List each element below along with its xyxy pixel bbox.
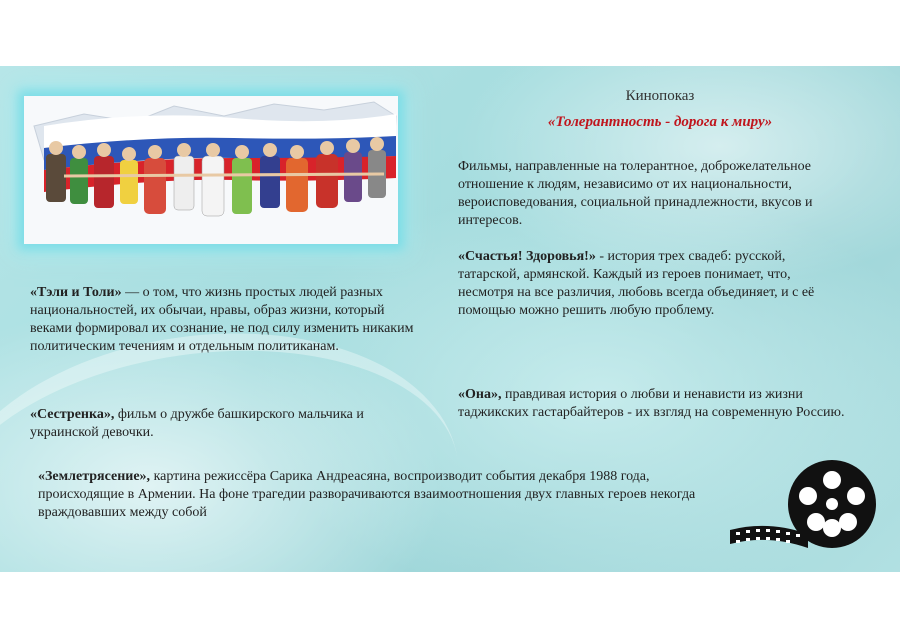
intro-text: Фильмы, направленные на толерантное, доброжелательное отношение к людям, независимо от их национальности, вероисповедования, социальной принадлежности, вкусов и интересов. [458,159,813,228]
film-sestrenka-title: «Сестренка», [30,407,115,422]
film-teli-title: «Тэли и Толи» [30,285,122,300]
film-sestrenka-text: фильм о дружбе башкирского мальчика и украинской девочки. [30,407,364,440]
film-zemletryasenie-title: «Землетрясение», [38,469,151,484]
film-schastya-text: - история трех свадеб: русской, татарской, армянской. Каждый из героев понимает, что, несмотря на все различия, любовь всегда объединяет, и с её помощью можно решить любую проблему. [458,249,815,318]
slide [0,66,900,572]
banner-illustration [24,96,398,244]
page-subtitle: «Толерантность - дорога к миру» [547,114,773,130]
film-ona-title: «Она», [458,387,502,402]
film-teli-description [30,284,425,356]
film-ona-description [458,386,848,422]
film-ona-text: правдивая история о любви и ненависти из жизни таджикских гастарбайтеров - их взгляд на современную Россию. [458,387,845,420]
page-title: Кинопоказ [625,88,695,104]
film-teli-text: — о том, что жизнь простых людей разных национальностей, их обычаи, нравы, образ жизни, который веками формировал их сознание, не под силу изменить никаким политическим течениям и отдельным политиканам. [30,285,414,354]
people-in-costumes-illustration [24,96,398,244]
film-sestrenka-description [30,406,400,442]
film-schastya-title: «Счастья! Здоровья!» [458,249,596,264]
film-reel-icon [728,456,888,556]
film-schastya-description [458,248,848,320]
film-zemletryasenie-description [38,468,703,522]
film-zemletryasenie-text: картина режиссёра Сарика Андреасяна, воспроизводит события декабря 1988 года, происходящие в Армении. На фоне трагедии разворачиваются взаимоотношения двух главных героев некогда враждовавших между собой [38,469,696,520]
